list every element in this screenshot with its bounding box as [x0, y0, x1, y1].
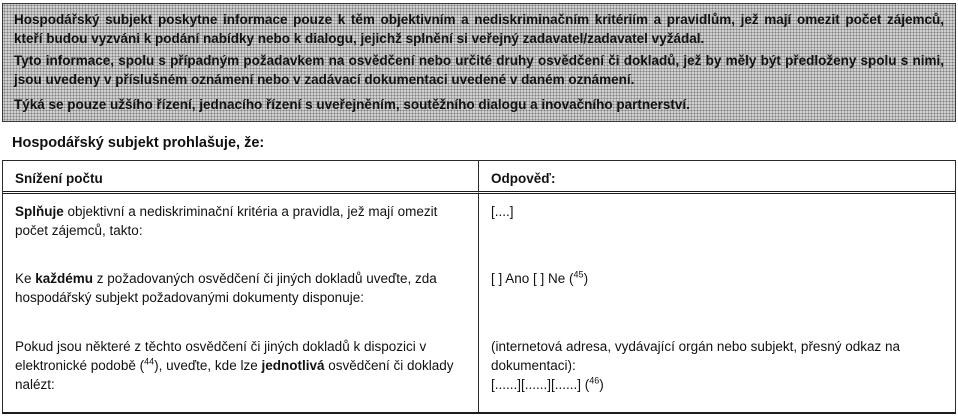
- answer-cell-criteria: [479, 194, 955, 258]
- yes-no-options[interactable]: [ ] Ano [ ] Ne ($^{45}$): [491, 269, 589, 286]
- footnote-ref-46: 46: [589, 375, 600, 386]
- column-header-reduction-label: Snížení počtu: [15, 171, 103, 186]
- notice-paragraph: Týká se pouze užšího řízení, jednacího řízení s uveřejněním, soutěžního dialogu a inovačního partnerství.: [14, 97, 690, 112]
- column-header-answer: [479, 161, 955, 194]
- question-text: Splňuje objektivní a nediskriminační kritéria a pravidla, jež mají omezit počet zájemců, takto:: [15, 204, 438, 238]
- notice-paragraph: Tyto informace, spolu s případným požadavkem na osvědčení nebo určité druhy osvědčení či dokladů, jež by měly být předloženy spolu s nimi, jsou uvedeny v příslušném oznámení nebo v zadávací dokumentaci uvedené v daném oznámení.: [14, 53, 944, 87]
- answer-hint-text: (internetová adresa, vydávající orgán nebo subjekt, přesný odkaz na dokumentaci):: [491, 339, 900, 373]
- footnote-ref-45: 45: [573, 269, 584, 280]
- answer-cell-certificates: [479, 258, 955, 330]
- procedure-notice-box: [2, 3, 956, 122]
- url-placeholder[interactable]: [......][......][......] ($^{46}$): [491, 375, 604, 392]
- notice-paragraph: Hospodářský subjekt poskytne informace pouze k těm objektivním a nediskriminačním kritériím a pravidlům, jež mají omezit počet zájemců, kteří budou vyzváni k podání nabídky nebo k dialogu, jejichž splnění si veřejný zadavatel/zadavatel vyžádal.: [14, 12, 944, 46]
- column-header-reduction: [3, 161, 479, 194]
- question-text: Pokud jsou některé z těchto osvědčení či jiných dokladů k dispozici v elektronické podobě ($^{44}$), uveďte, kde lze jednotlivá osvědčení či doklady nalézt:: [15, 339, 454, 392]
- question-text: Ke každému z požadovaných osvědčení či jiných dokladů uveďte, zda hospodářský subjekt požadovanými dokumenty disponuje:: [15, 271, 437, 305]
- answer-placeholder[interactable]: [....]: [491, 204, 514, 219]
- declaration-heading: Hospodářský subjekt prohlašuje, že:: [12, 135, 265, 151]
- footnote-ref-44: 44: [144, 356, 155, 367]
- question-cell-certificates: [3, 258, 479, 330]
- question-cell-electronic: [3, 330, 479, 412]
- column-header-answer-label: Odpověď:: [491, 171, 556, 186]
- reduction-of-numbers-table: [2, 160, 956, 414]
- question-cell-criteria: [3, 194, 479, 258]
- answer-cell-electronic: [479, 330, 955, 412]
